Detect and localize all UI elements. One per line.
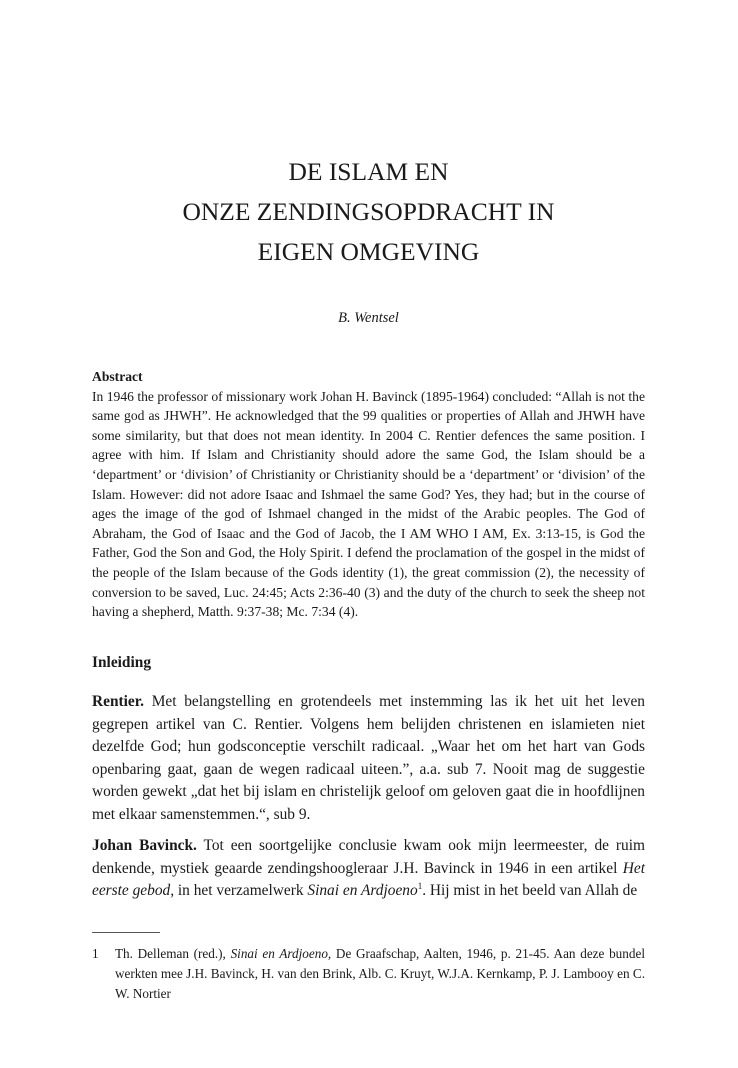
footnote-divider xyxy=(92,932,160,933)
paragraph-lead-bavinck: Johan Bavinck. xyxy=(92,837,197,854)
paragraph-text-rentier: Met belangstelling en grotendeels met instemming las ik het uit het leven gegrepen artikel van C. Rentier. Volgens hem belijden christenen en islamieten niet dezelfde God; hun godsconceptie verschilt radicaal. „Waar het om het hart van Gods openbaring gaat, gaan de wegen radicaal uiteen.”, a.a. sub 7. Nooit mag de suggestie worden gewekt „dat het bij islam en christelijk geloof om geloven gaat die in hoofdlijnen met elkaar samenstemmen.“, sub 9. xyxy=(92,693,645,823)
abstract-body: In 1946 the professor of missionary work Johan H. Bavinck (1895-1964) concluded: “Allah is not the same god as JHWH”. He acknowledged that the 99 qualities or properties of Allah and JHWH have some similarity, but that does not mean identity. In 2004 C. Rentier defences the same position. I agree with him. If Islam and Christianity should adore the same God, the Islam should be a ‘department’ or ‘division’ of Christianity or Christianity should be a ‘department’ or ‘division’ of the Islam. However: did not adore Isaac and Ishmael the same God? Yes, they had; but in the course of ages the image of the god of Ishmael changed in the midst of the Arabic peoples. The God of Abraham, the God of Isaac and the God of Jacob, the I AM WHO I AM, Ex. 3:13-15, is God the Father, God the Son and God, the Holy Spirit. I defend the proclamation of the gospel in the midst of the people of the Islam because of the Gods identity (1), the great commission (2), the necessity of conversion to be saved, Luc. 24:45; Acts 2:36-40 (3) and the duty of the church to seek the sheep not having a shepherd, Matth. 9:37-38; Mc. 7:34 (4). xyxy=(92,388,645,620)
paragraph-rentier xyxy=(92,691,645,826)
title-line-1: DE ISLAM EN xyxy=(288,157,449,186)
paragraph-italic-het-eerste-gebod: Het eerste gebod, xyxy=(92,859,645,899)
footnote-italic-title: Sinai en Ardjoeno, xyxy=(230,946,332,961)
footnote-text xyxy=(115,944,645,1004)
abstract-heading: Abstract xyxy=(92,369,143,384)
footnote-text-2: De Graafschap, Aalten, 1946, p. 21-45. Aan deze bundel werkten mee J.H. Bavinck, H. van den Brink, Alb. C. Kruyt, W.J.A. Kernkamp, P. J. Lambooy en C. W. Nortier xyxy=(115,946,645,1001)
author-name: B. Wentsel xyxy=(338,310,399,326)
article-title xyxy=(92,152,645,272)
footnote-text-1: Th. Delleman (red.), xyxy=(115,946,231,961)
title-line-3: EIGEN OMGEVING xyxy=(257,237,480,266)
title-line-2: ONZE ZENDINGSOPDRACHT IN xyxy=(182,197,555,226)
footnote-1 xyxy=(92,944,645,1004)
abstract-block xyxy=(92,367,645,622)
paragraph-text-bavinck-1: Tot een soortgelijke conclusie kwam ook mijn leermeester, de ruim denkende, mystiek geaarde zendingshoogleraar J.H. Bavinck in 1946 in een artikel xyxy=(92,837,645,877)
paragraph-text-bavinck-3: . Hij mist in het beeld van Allah de xyxy=(422,882,638,899)
paragraph-text-bavinck-2: in het verzamelwerk xyxy=(174,882,308,899)
paragraph-italic-sinai-en-ardjoeno: Sinai en Ardjoeno xyxy=(307,882,418,899)
footnote-number: 1 xyxy=(92,946,99,961)
section-heading-inleiding: Inleiding xyxy=(92,654,152,671)
footnote-reference[interactable]: 1 xyxy=(417,880,423,891)
paragraph-lead-rentier: Rentier. xyxy=(92,693,145,710)
paragraph-bavinck xyxy=(92,835,645,903)
